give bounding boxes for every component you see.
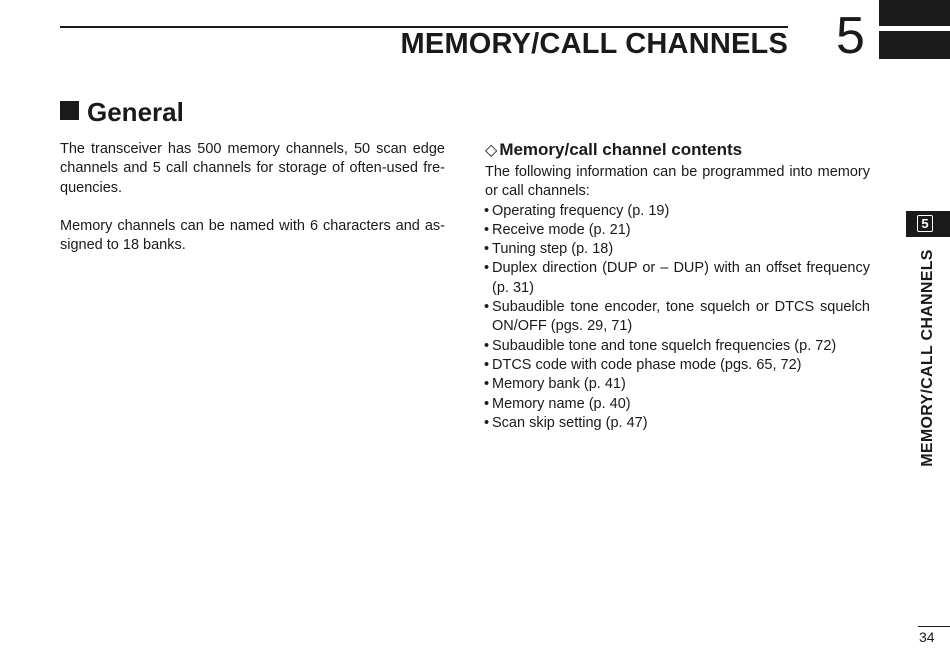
list-item-text: Memory bank (p. 41) (492, 376, 626, 393)
list-item-text: Memory name (p. 40) (492, 395, 631, 412)
bullet-icon: • (484, 395, 490, 412)
chapter-number: 5 (836, 7, 865, 65)
list-item-text: Receive mode (p. 21) (492, 221, 631, 238)
chapter-tab-label: MEMORY/CALL CHANNELS (919, 249, 936, 467)
list-item (485, 298, 870, 337)
bullet-icon: • (484, 299, 490, 316)
paragraph: The transceiver has 500 memory channels, 50 scan edge channels and 5 call channels for storage of often-used fre-quencies. (60, 141, 445, 196)
list-item (485, 375, 870, 394)
list-item-text: Subaudible tone and tone squelch frequencies (p. 72) (492, 337, 837, 354)
list-item-text: DTCS code with code phase mode (pgs. 65, 72) (492, 356, 802, 373)
contents-section (485, 138, 870, 433)
list-item-text: Subaudible tone encoder, tone squelch or DTCS squelch ON/OFF (pgs. 29, 71) (492, 299, 870, 335)
list-item (485, 414, 870, 433)
list-item (485, 221, 870, 240)
list-item (485, 202, 870, 221)
bullet-icon: • (484, 202, 490, 219)
list-item-text: Duplex direction (DUP or – DUP) with an offset frequency (p. 31) (492, 260, 870, 296)
section-heading (60, 97, 184, 128)
footer-rule (918, 626, 950, 627)
bullet-icon: • (484, 356, 490, 373)
bullet-icon: • (484, 241, 490, 258)
intro-text: The following information can be programmed into memory or call channels: (485, 164, 870, 200)
bullet-icon: • (484, 337, 490, 354)
list-item (485, 259, 870, 298)
header-bar-bottom (879, 31, 950, 59)
subsection-title: Memory/call channel contents (499, 140, 743, 159)
chapter-title: MEMORY/CALL CHANNELS (400, 28, 788, 60)
subsection-heading (485, 138, 870, 163)
bullet-icon: • (484, 221, 490, 238)
chapter-tab[interactable] (906, 211, 950, 237)
bullet-icon: • (484, 414, 490, 431)
outline-diamond-icon: ◇ (485, 142, 498, 159)
list-item (485, 356, 870, 375)
paragraph: Memory channels can be named with 6 characters and as-signed to 18 banks. (60, 218, 445, 254)
bullet-icon: • (484, 260, 490, 277)
list-item-text: Tuning step (p. 18) (492, 241, 614, 258)
header-bar-top (879, 0, 950, 26)
filled-square-icon (60, 101, 79, 120)
list-item (485, 240, 870, 259)
general-text (60, 140, 445, 275)
list-item-text: Scan skip setting (p. 47) (492, 414, 648, 431)
list-item (485, 395, 870, 414)
contents-list (485, 202, 870, 434)
page-number: 34 (919, 629, 935, 645)
chapter-tab-number: 5 (917, 215, 933, 232)
section-title: General (87, 97, 184, 127)
list-item (485, 337, 870, 356)
bullet-icon: • (484, 376, 490, 393)
list-item-text: Operating frequency (p. 19) (492, 202, 670, 219)
